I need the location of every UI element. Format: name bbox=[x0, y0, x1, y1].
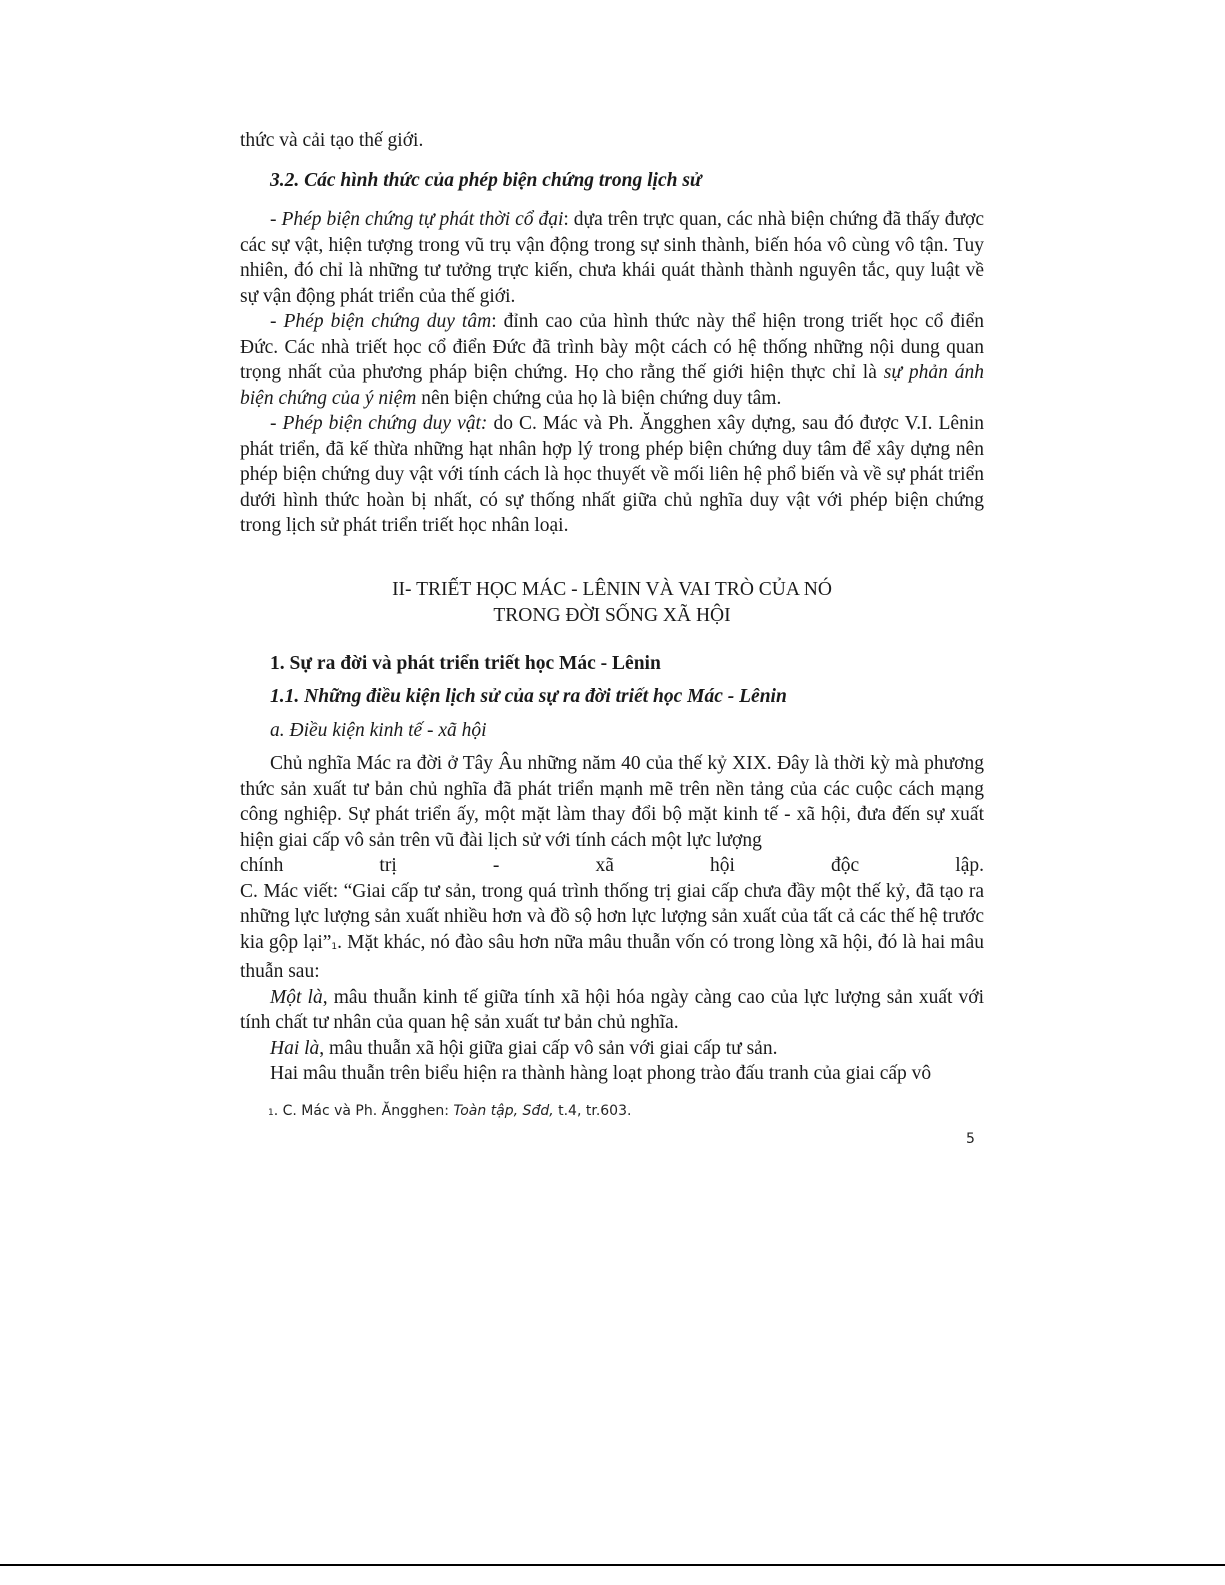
term-materialist-dialectics: - Phép biện chứng duy vật: bbox=[270, 413, 488, 434]
paragraph-text: do C. Mác và Ph. Ăngghen xây dựng, sau đó được V.I. Lênin phát triển, đã kế thừa những hạt nhân hợp lý trong phép biện chứng duy tâm để xây dựng nên phép biện chứng duy vật với tính cách là học thuyết về mối liên hệ phổ biến và về sự phát triển dưới hình thức hoàn bị nhất, có sự thống nhất giữa chủ nghĩa duy vật với phép biện chứng trong lịch sử phát triển triết học nhân loại. bbox=[240, 413, 984, 536]
paragraph-text: : đỉnh cao của hình thức này thể hiện trong triết học cổ điển Đức. Các nhà triết học cổ điển Đức đã trình bày một cách có hệ thống những nội dung quan trọng nhất của phương pháp biện chứng. Họ cho rằng thế giới hiện thực chỉ là bbox=[240, 311, 984, 383]
heading-1: 1. Sự ra đời và phát triển triết học Mác - Lênin bbox=[270, 652, 661, 674]
paragraph-text: , mâu thuẫn xã hội giữa giai cấp vô sản với giai cấp tư sản. bbox=[319, 1037, 778, 1059]
paragraph-first-contradiction bbox=[240, 985, 984, 1036]
footnote-text-end: t.4, tr.603. bbox=[553, 1103, 632, 1119]
chapter-title bbox=[240, 577, 984, 629]
footnote-reference[interactable]: 1 bbox=[331, 941, 338, 952]
footnote-text: . C. Mác và Ph. Ăngghen: bbox=[273, 1103, 454, 1119]
quote-text: C. Mác viết: “Giai cấp tư sản, trong quá trình thống trị giai cấp chưa đầy một thế kỷ, đã tạo ra những lực lượng sản xuất nhiều hơn và đồ sộ hơn lực lượng sản xuất của tất cả các thế hệ trước kia gộp lại” bbox=[240, 880, 984, 953]
paragraph-economic-conditions: Chủ nghĩa Mác ra đời ở Tây Âu những năm 40 của thế kỷ XIX. Đây là thời kỳ mà phương thức sản xuất tư bản chủ nghĩa đã phát triển mạnh mẽ trên nền tảng của các cuộc cách mạng công nghiệp. Sự phát triển ấy, một mặt làm thay đổi bộ mặt kinh tế - xã hội, đưa đến sự xuất hiện giai cấp vô sản trên vũ đài lịch sử với tính cách một lực lượng bbox=[240, 753, 984, 851]
paragraph-struggle: Hai mâu thuẫn trên biểu hiện ra thành hàng loạt phong trào đấu tranh của giai cấp vô bbox=[270, 1063, 932, 1084]
term-spontaneous-dialectics: - Phép biện chứng tự phát thời cổ đại bbox=[270, 209, 564, 230]
paragraph-text: . Mặt khác, nó đào sâu hơn nữa mâu thuẫn vốn có trong lòng xã hội, đó là hai mâu thuẫn sau: bbox=[240, 931, 985, 982]
paragraph-second-contradiction bbox=[240, 1036, 984, 1062]
emphasis-phrase: sự phản ánh biện chứng của ý niệm bbox=[240, 362, 984, 409]
page-number: 5 bbox=[966, 1131, 975, 1147]
footnote bbox=[268, 1103, 631, 1119]
page-body bbox=[240, 128, 984, 1087]
bottom-divider bbox=[0, 1564, 1225, 1566]
paragraph-text: : dựa trên trực quan, các nhà biện chứng đã thấy được các sự vật, hiện tượng trong vũ trụ vận động trong sự sinh thành, biến hóa vô cùng vô tận. Tuy nhiên, đó chỉ là những tư tưởng trực kiến, chưa khái quát thành thành nguyên tắc, quy luật về sự vận động phát triển của thế giới. bbox=[240, 209, 984, 307]
emphasis-first: Một là bbox=[270, 986, 323, 1008]
heading-1-1: 1.1. Những điều kiện lịch sử của sự ra đời triết học Mác - Lênin bbox=[270, 686, 787, 707]
chapter-title-line-2: TRONG ĐỜI SỐNG XÃ HỘI bbox=[493, 604, 731, 626]
section-heading-3-2: 3.2. Các hình thức của phép biện chứng trong lịch sử bbox=[270, 169, 702, 191]
heading-a: a. Điều kiện kinh tế - xã hội bbox=[270, 719, 487, 741]
emphasis-second: Hai là bbox=[270, 1037, 320, 1059]
footnote-emphasis: Toàn tập, Sđd, bbox=[453, 1103, 554, 1119]
paragraph-materialist-dialectics bbox=[240, 411, 984, 539]
paragraph-spread-line: chính trị - xã hội độc lập. bbox=[240, 855, 984, 876]
paragraph-text: nên biện chứng của họ là biện chứng duy tâm. bbox=[416, 387, 782, 409]
paragraph-idealist-dialectics bbox=[240, 309, 984, 411]
footnote-mark: 1 bbox=[268, 1108, 274, 1118]
paragraph-marx-quote bbox=[240, 879, 984, 985]
term-idealist-dialectics: - Phép biện chứng duy tâm bbox=[270, 311, 492, 332]
paragraph-spontaneous-dialectics bbox=[240, 207, 984, 309]
paragraph-text: , mâu thuẫn kinh tế giữa tính xã hội hóa ngày càng cao của lực lượng sản xuất với tính chất tư nhân của quan hệ sản xuất tư bản chủ nghĩa. bbox=[240, 986, 984, 1033]
chapter-title-line-1: II- TRIẾT HỌC MÁC - LÊNIN VÀ VAI TRÒ CỦA NÓ bbox=[392, 578, 832, 600]
opening-line: thức và cải tạo thế giới. bbox=[240, 130, 424, 151]
